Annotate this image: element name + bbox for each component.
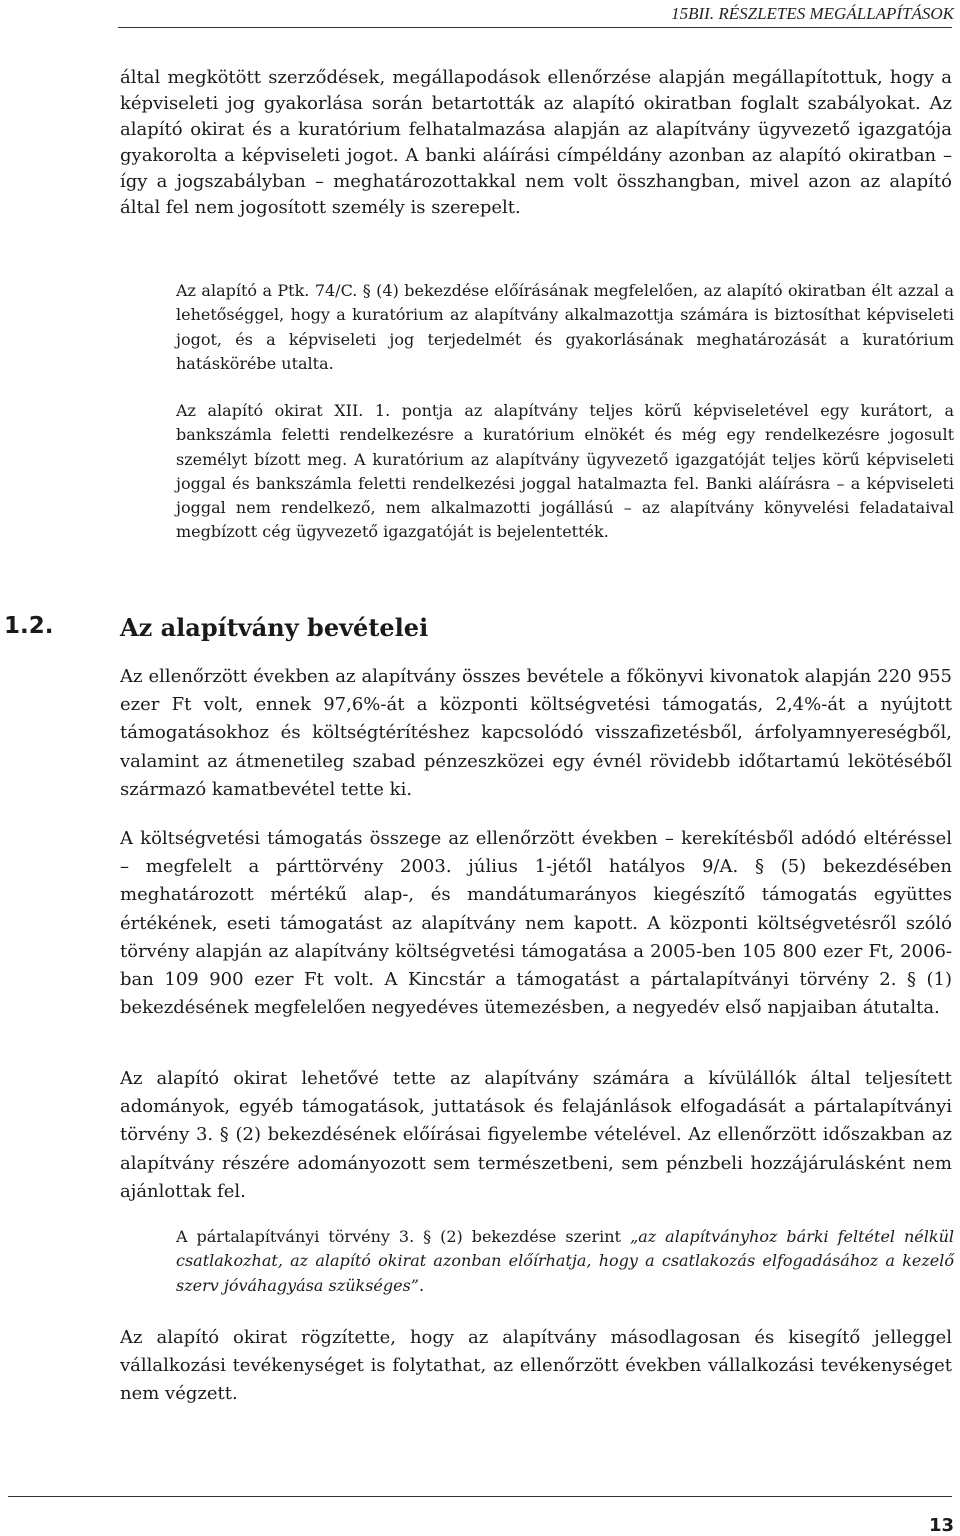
- paragraph-representation-rules: által megkötött szerződések, megállapodások ellenőrzése alapján megállapítottuk, hogy a képviseleti jog gyakorlása során betartották az alapító okiratban foglalt szabályokat. Az alapító okirat és a kuratórium felhatalmazása alapján az alapítvány ügyvezető igazgatója gyakorolta a képviseleti jogot. A banki aláírási címpéldány azonban az alapító okiratban – így a jogszabályban – meghatározottakkal nem volt összhangban, mivel azon az alapító által fel nem jogosított személy is szerepelt.: [120, 67, 952, 218]
- section-title: Az alapítvány bevételei: [120, 613, 429, 642]
- note-party-foundation-act: [176, 1225, 954, 1298]
- note-lead-text: A pártalapítványi törvény 3. § (2) bekezdése szerint: [176, 1227, 630, 1246]
- paragraph-total-revenue: Az ellenőrzött években az alapítvány összes bevétele a főkönyvi kivonatok alapján 220 955 ezer Ft volt, ennek 97,6%-át a központi költségvetési támogatás, 2,4%-át a nyújtott támogatásokhoz és költségtérítéshez kapcsolódó visszafizetésből, árfolyamnyereségből, valamint az átmenetileg szabad pénzeszközei egy évnél rövidebb időtartamú lekötéséből származó kamatbevétel tette ki.: [120, 666, 952, 800]
- paragraph-budget-support: A költségvetési támogatás összege az ellenőrzött években – kerekítésből adódó eltéréssel – megfelelt a párttörvény 2003. július 1-jétől hatályos 9/A. § (5) bekezdésében meghatározott mértékű alap-, és mandátumarányos kiegészítő támogatás együttes értékének, eseti támogatást az alapítvány nem kapott. A központi költségvetésről szóló törvény alapján az alapítvány költségvetési támogatása a 2005-ben 105 800 ezer Ft, 2006-ban 109 900 ezer Ft volt. A Kincstár a támogatást a pártalapítványi törvény 2. § (1) bekezdésének megfelelően negyedéves ütemezésben, a negyedév első napjaiban átutalta.: [120, 828, 952, 1019]
- footer-divider: [8, 1496, 952, 1497]
- note-charter-xii: Az alapító okirat XII. 1. pontja az alapítvány teljes körű képviseletével egy kurátort, a bankszámla feletti rendelkezésre a kuratórium elnökét és még egy rendelkezésre jogosult személyt bízott meg. A kuratórium az alapítvány ügyvezető igazgatóját teljes körű képviseleti joggal és bankszámla feletti rendelkezési joggal hatalmazta fel. Banki aláírásra – a képviseleti joggal nem rendelkező, nem alkalmazotti jogállású – az alapítvány könyvelési feladataival megbízott cég ügyvezető igazgatóját is bejelentették.: [176, 401, 954, 542]
- page-number: 13: [928, 1515, 954, 1536]
- paragraph-donations: Az alapító okirat lehetővé tette az alapítvány számára a kívülállók által teljesített adományok, egyéb támogatások, juttatások és felajánlások elfogadását a pártalapítványi törvény 3. § (2) bekezdésének előírásai figyelembe vételével. Az ellenőrzött időszakban az alapítvány részére adományozott sem természetbeni, sem pénzbeli hozzájárulásként nem ajánlottak fel.: [120, 1068, 952, 1202]
- note-ptk-74c: Az alapító a Ptk. 74/C. § (4) bekezdése előírásának megfelelően, az alapító okiratban élt azzal a lehetőséggel, hogy a kuratórium az alapítvány alkalmazottja számára is biztosíthat képviseleti jogot, és a képviseleti jog terjedelmét és gyakorlásának meghatározását a kuratórium hatáskörébe utalta.: [176, 281, 954, 373]
- paragraph-business-activity: Az alapító okirat rögzítette, hogy az alapítvány másodlagosan és kisegítő jelleggel vállalkozási tevékenységet is folytathat, az ellenőrzött években vállalkozási tevékenységet nem végzett.: [120, 1327, 952, 1405]
- note-tail: .: [418, 1275, 425, 1295]
- running-header: 15BII. RÉSZLETES MEGÁLLAPÍTÁSOK: [671, 4, 954, 23]
- header-divider: [118, 27, 952, 28]
- note-quotation: „az alapítványhoz bárki feltétel nélkül csatlakozhat, az alapító okirat azonban előírhatja, hogy a csatlakozás elfogadásához a kezelő szerv jóváhagyása szükséges”: [176, 1227, 955, 1295]
- section-number: 1.2.: [4, 613, 54, 639]
